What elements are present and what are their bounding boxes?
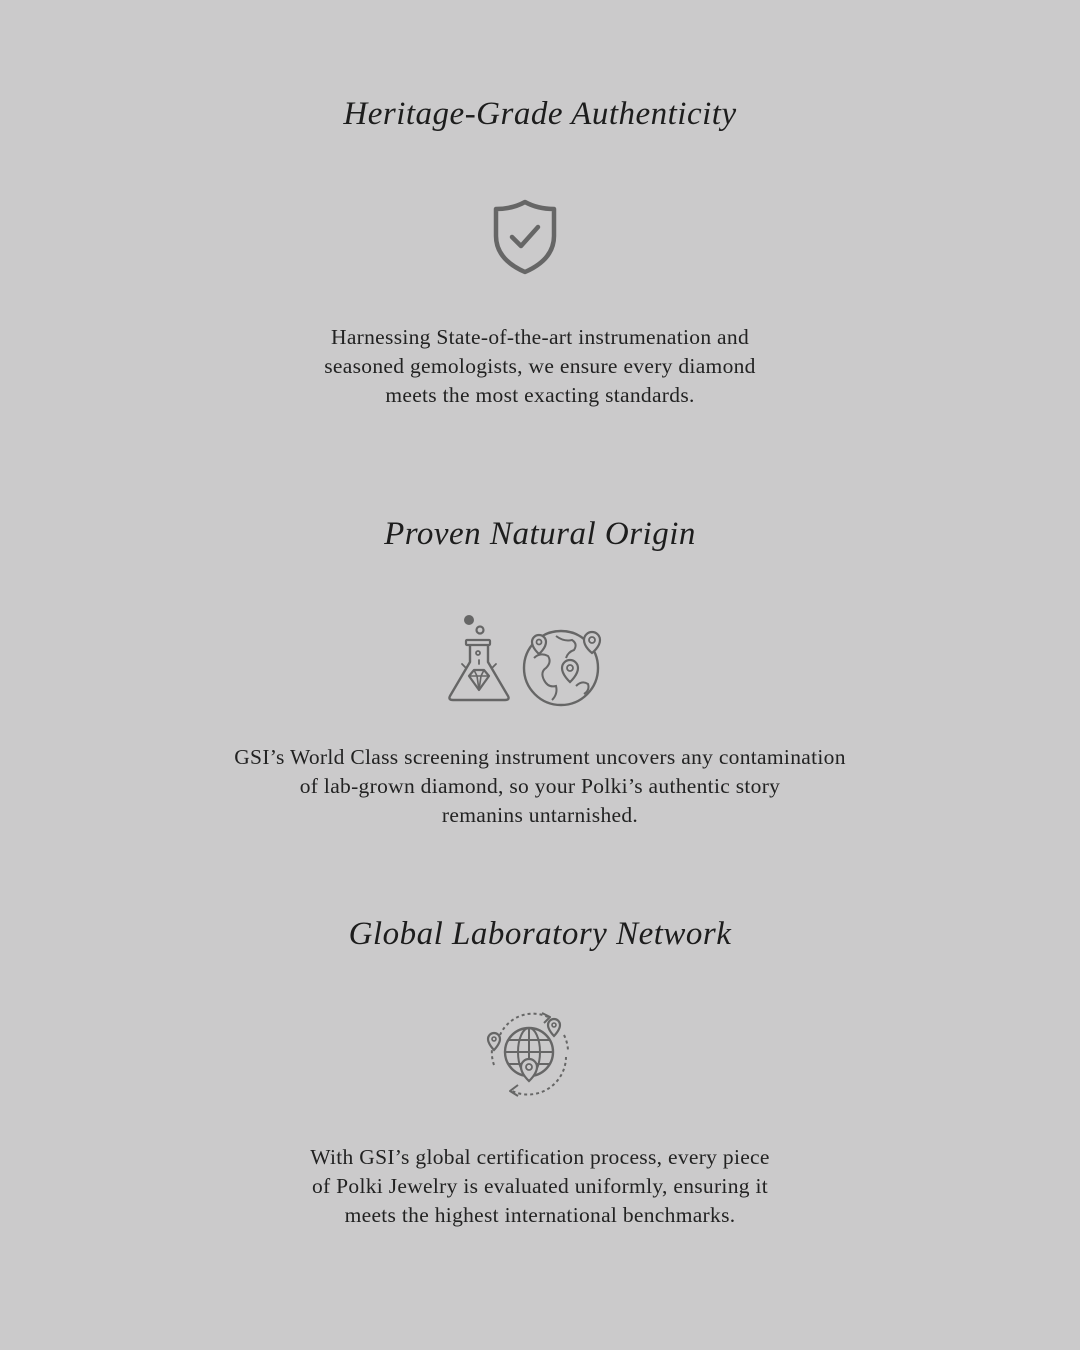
body-line: meets the highest international benchmarks.: [344, 1203, 736, 1227]
section-body-authenticity: [0, 323, 1080, 410]
body-line: seasoned gemologists, we ensure every diamond: [324, 354, 756, 378]
body-line: of lab-grown diamond, so your Polki’s authentic story: [299, 774, 781, 798]
global-network-icon: [482, 1005, 576, 1099]
body-line: With GSI’s global certification process, every piece: [310, 1145, 770, 1169]
section-title-authenticity: Heritage-Grade Authenticity: [343, 96, 737, 132]
section-body-lab-network: [0, 1143, 1080, 1230]
shield-check-icon: [492, 198, 558, 276]
flask-diamond-icon: [444, 612, 514, 704]
body-line: remanins untarnished.: [441, 803, 639, 827]
body-line: meets the most exacting standards.: [385, 383, 695, 407]
section-title-lab-network: Global Laboratory Network: [348, 916, 732, 952]
section-body-natural-origin: [0, 743, 1080, 830]
body-line: of Polki Jewelry is evaluated uniformly, ensuring it: [311, 1174, 769, 1198]
section-title-natural-origin: Proven Natural Origin: [384, 516, 696, 552]
globe-pins-icon: [520, 628, 606, 708]
body-line: GSI’s World Class screening instrument uncovers any contamination: [234, 745, 846, 769]
body-line: Harnessing State-of-the-art instrumenation and: [331, 325, 749, 349]
